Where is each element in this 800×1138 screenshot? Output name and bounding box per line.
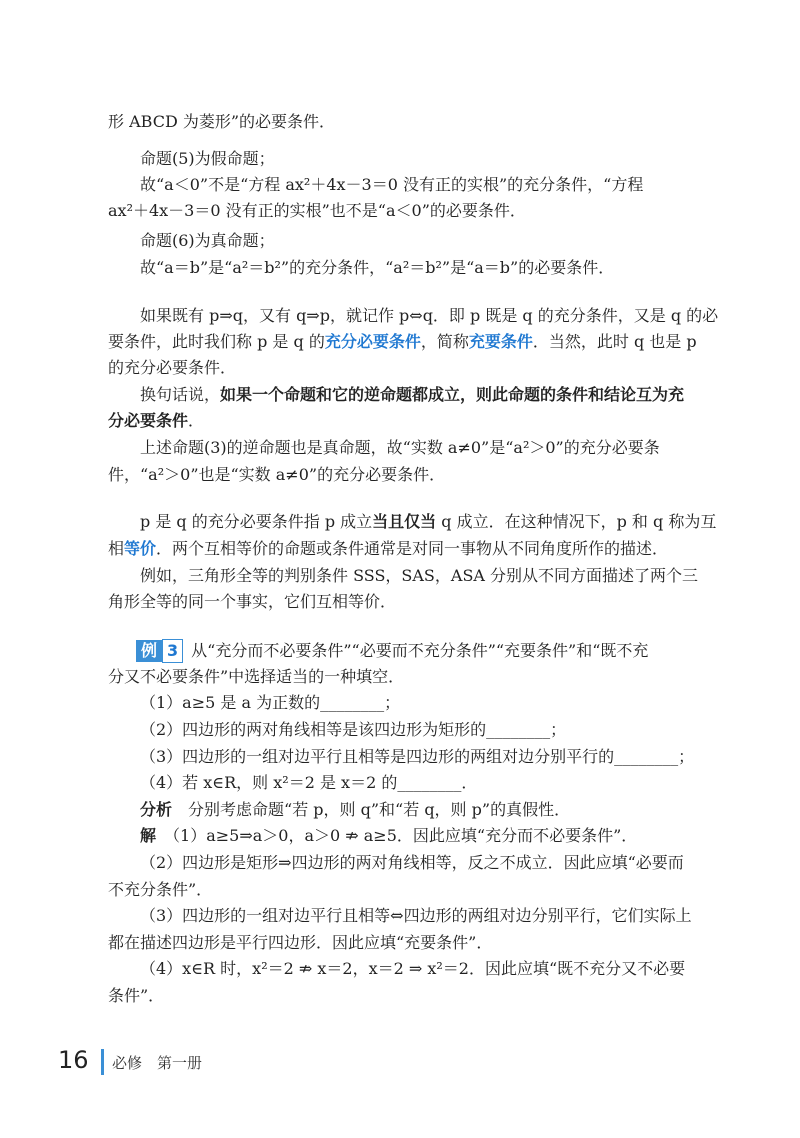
term-equivalent: 等价 xyxy=(124,539,157,558)
book-title: 必修 第一册 xyxy=(112,1054,203,1072)
text-line: 相等价．两个互相等价的命题或条件通常是对同一事物从不同角度所作的描述． xyxy=(108,539,669,558)
analysis-label: 分析 xyxy=(140,800,173,819)
emphasis-statement: 如果一个命题和它的逆命题都成立，则此命题的条件和结论互为充 xyxy=(220,385,685,404)
footer-divider xyxy=(101,1049,104,1075)
text-line: 换句话说，如果一个命题和它的逆命题都成立，则此命题的条件和结论互为充 xyxy=(140,385,685,404)
text-line: 角形全等的同一个事实，它们互相等价． xyxy=(108,592,397,611)
text-line: 上述命题(3)的逆命题也是真命题，故“实数 a≠0”是“a²＞0”的充分必要条 xyxy=(140,438,660,457)
text-line: 命题(6)为真命题； xyxy=(140,231,275,250)
text-line: p 是 q 的充分必要条件指 p 成立当且仅当 q 成立．在这种情况下，p 和 q 称为互 xyxy=(140,512,717,531)
term-iff-condition: 充要条件 xyxy=(468,332,533,351)
term-necessary-sufficient: 充分必要条件 xyxy=(324,332,421,351)
text-line: 的充分必要条件． xyxy=(108,358,237,377)
solution-label: 解 xyxy=(140,826,157,845)
text-line: 例如，三角形全等的判别条件 SSS，SAS，ASA 分别从不同方面描述了两个三 xyxy=(140,566,699,585)
text-line: 故“a＝b”是“a²＝b²”的充分条件，“a²＝b²”是“a＝b”的必要条件． xyxy=(140,258,615,277)
solution-line: 都在描述四边形是平行四边形．因此应填“充要条件”． xyxy=(108,933,493,952)
text-line: ax²＋4x－3＝0 没有正的实根”也不是“a＜0”的必要条件． xyxy=(108,201,526,220)
solution-line: 解 （1）a≥5⇒a＞0，a＞0 ⇏ a≥5．因此应填“充分而不必要条件”． xyxy=(140,826,638,845)
text-line: 形 ABCD 为菱形”的必要条件． xyxy=(108,112,336,131)
emphasis-statement: 分必要条件 xyxy=(108,411,189,430)
text-line: 分必要条件． xyxy=(108,411,205,430)
solution-line: （2）四边形是矩形⇒四边形的两对角线相等，反之不成立．因此应填“必要而 xyxy=(140,853,684,872)
text-line: 要条件，此时我们称 p 是 q 的充分必要条件，简称充要条件．当然，此时 q 也是 p xyxy=(108,332,697,351)
text-line: 件，“a²＞0”也是“实数 a≠0”的充分必要条件． xyxy=(108,465,446,484)
emphasis-iff: 当且仅当 xyxy=(372,512,437,531)
exercise-item: （2）四边形的两对角线相等是该四边形为矩形的________； xyxy=(140,720,567,739)
solution-line: （3）四边形的一组对边平行且相等⇔四边形的两组对边分别平行，它们实际上 xyxy=(140,906,692,925)
example-header: 例 3 从“充分而不必要条件”“必要而不充分条件”“充要条件”和“既不充 xyxy=(136,639,648,663)
exercise-item: （1）a≥5 是 a 为正数的________； xyxy=(140,693,401,712)
example-number: 3 xyxy=(162,639,183,663)
exercise-item: （3）四边形的一组对边平行且相等是四边形的两组对边分别平行的________； xyxy=(140,747,695,766)
text-line: 命题(5)为假命题； xyxy=(140,149,275,168)
solution-line: （4）x∈R 时，x²＝2 ⇏ x＝2，x＝2 ⇒ x²＝2．因此应填“既不充分又不必要 xyxy=(140,959,686,978)
page-number: 16 xyxy=(58,1046,89,1074)
text-line: 如果既有 p⇒q，又有 q⇒p，就记作 p⇔q．即 p 既是 q 的充分条件，又是 q 的必 xyxy=(140,306,719,325)
solution-line: 不充分条件”． xyxy=(108,880,213,899)
example-label: 例 xyxy=(136,640,162,662)
exercise-item: （4）若 x∈R，则 x²＝2 是 x＝2 的________． xyxy=(140,773,478,792)
text-line: 分又不必要条件”中选择适当的一种填空． xyxy=(108,667,405,686)
analysis-line: 分析 分别考虑命题“若 p，则 q”和“若 q，则 p”的真假性． xyxy=(140,800,571,819)
text-line: 故“a＜0”不是“方程 ax²＋4x－3＝0 没有正的实根”的充分条件，“方程 xyxy=(140,175,644,194)
solution-line: 条件”． xyxy=(108,986,165,1005)
